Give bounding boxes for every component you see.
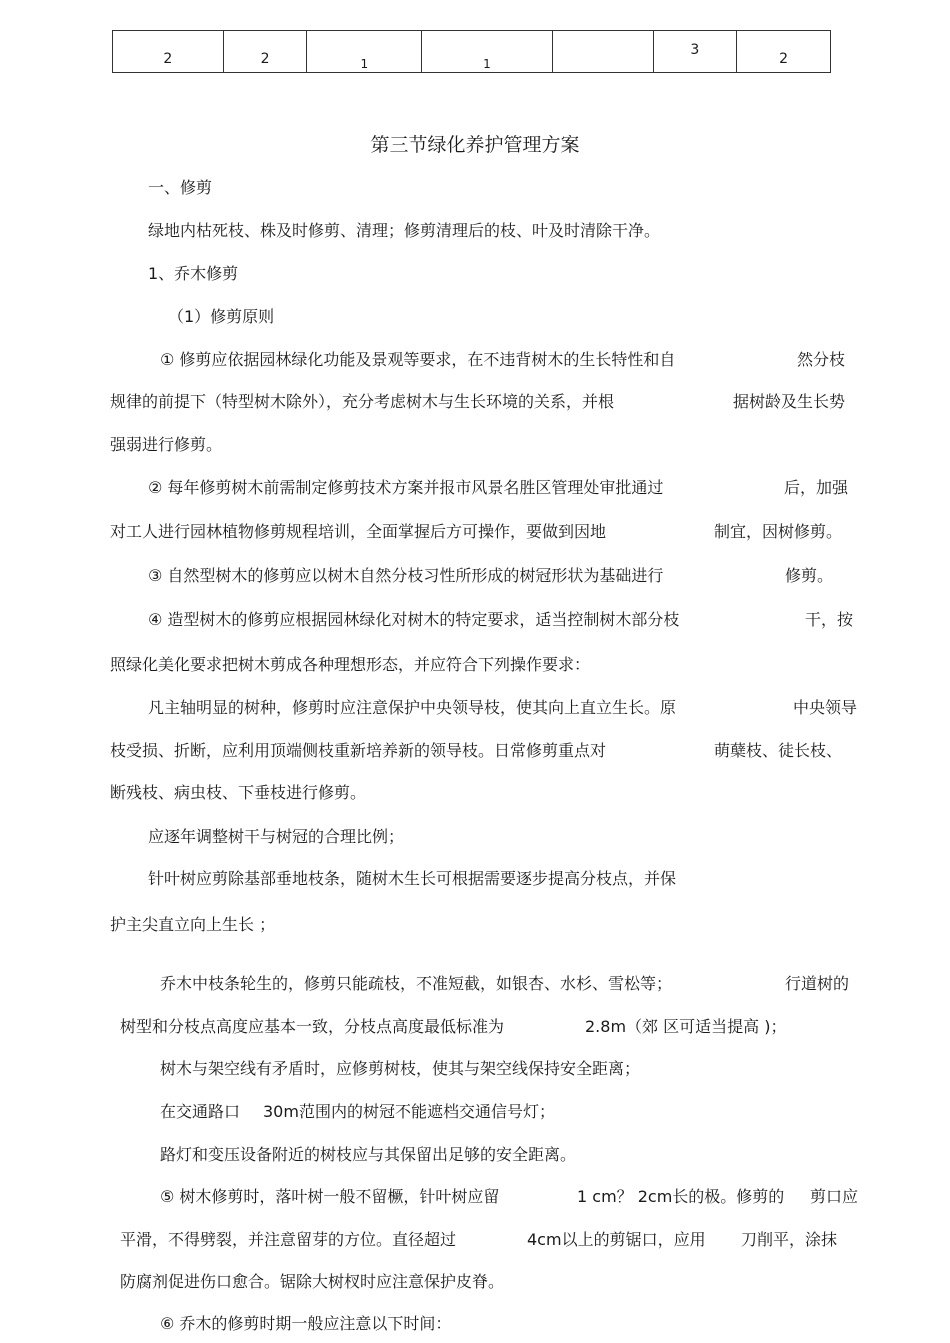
data-table (112, 30, 831, 73)
text-line: 针叶树应剪除基部垂地枝条，随树木生长可根据需要逐步提高分枝点，并保 (148, 869, 677, 888)
text-line: 修剪。 (785, 566, 834, 585)
text-line: ② 每年修剪树木前需制定修剪技术方案并报市风景名胜区管理处审批通过 (148, 478, 664, 497)
table-cell (654, 31, 738, 72)
text-line: ④ 造型树木的修剪应根据园林绿化对树木的特定要求，适当控制树木部分枝 (148, 610, 680, 629)
table-cell-value: 2 (163, 51, 173, 67)
text-line: ③ 自然型树木的修剪应以树木自然分枝习性所形成的树冠形状为基础进行 (148, 566, 664, 585)
text-line: 30m范围内的树冠不能遮档交通信号灯； (263, 1102, 555, 1121)
text-line: 断残枝、病虫枝、下垂枝进行修剪。 (110, 783, 367, 802)
table-cell (737, 31, 830, 72)
text-line: 平滑，不得劈裂，并注意留芽的方位。直径超过 (120, 1230, 457, 1249)
text-line: 照绿化美化要求把树木剪成各种理想形态，并应符合下列操作要求： (110, 655, 591, 674)
table-cell-value: 1 (360, 57, 369, 71)
text-line: 萌蘖枝、徒长枝、 (714, 741, 843, 760)
table-cell-value: 2 (260, 51, 270, 67)
text-line: 树型和分枝点高度应基本一致，分枝点高度最低标准为 (120, 1017, 505, 1036)
text-line: ⑤ 树木修剪时，落叶树一般不留橛，针叶树应留 (160, 1187, 500, 1206)
text-line: 护主尖直立向上生长 ； (110, 915, 276, 934)
text-line: 据树龄及生长势 (733, 392, 846, 411)
text-line: 4cm以上的剪锯口，应用 (527, 1230, 706, 1249)
text-line: 中央领导 (793, 698, 858, 717)
text-line: 枝受损、折断，应利用顶端侧枝重新培养新的领导枝。日常修剪重点对 (110, 741, 607, 760)
paragraph-11: 路灯和变压设备附近的树枝应与其保留出足够的安全距离。 (160, 1145, 577, 1164)
intro-paragraph: 绿地内枯死枝、株及时修剪、清理；修剪清理后的枝、叶及时清除干净。 (148, 221, 661, 240)
text-line: 乔木中枝条轮生的，修剪只能疏枝，不准短截，如银杏、水杉、雪松等； (160, 974, 673, 993)
table-cell (307, 31, 422, 72)
table-cell-value: 2 (779, 51, 789, 67)
text-line: 1 cm？ 2cm长的极。修剪的 (577, 1187, 785, 1206)
paragraph-13: ⑥ 乔木的修剪时期一般应注意以下时间： (160, 1314, 452, 1333)
paragraph-9: 树木与架空线有矛盾时，应修剪树枝，使其与架空线保持安全距离； (160, 1059, 641, 1078)
text-line: 2.8m（郊 区可适当提高 )； (585, 1017, 787, 1036)
text-line: 制宜，因树修剪。 (714, 522, 843, 541)
text-line: 对工人进行园林植物修剪规程培训，全面掌握后方可操作，要做到因地 (110, 522, 607, 541)
paragraph-6: 应逐年调整树干与树冠的合理比例； (148, 827, 405, 846)
section-title: 第三节绿化养护管理方案 (370, 134, 580, 156)
text-line: 防腐剂促进伤口愈合。锯除大树杈时应注意保护皮脊。 (120, 1272, 505, 1291)
table-cell (553, 31, 654, 72)
text-line: 规律的前提下（特型树木除外），充分考虑树木与生长环境的关系，并根 (110, 392, 615, 411)
text-line: 然分枝 (797, 350, 846, 369)
text-line: 干，按 (805, 610, 854, 629)
heading-principles: （1）修剪原则 (168, 307, 275, 326)
text-line: 行道树的 (785, 974, 850, 993)
table-cell-value: 3 (690, 42, 700, 58)
text-line: 刀削平，涂抹 (741, 1230, 838, 1249)
table-cell-value: 1 (483, 57, 491, 71)
heading-pruning: 一、修剪 (148, 178, 213, 197)
text-line: 后，加强 (784, 478, 849, 497)
table-cell (224, 31, 308, 72)
table-cell (422, 31, 553, 72)
table-cell (113, 31, 224, 72)
text-line: 在交通路口 (160, 1102, 241, 1121)
heading-tree-pruning: 1、乔木修剪 (148, 264, 239, 283)
text-line: 凡主轴明显的树种，修剪时应注意保护中央领导枝，使其向上直立生长。原 (148, 698, 677, 717)
text-line: ① 修剪应依据园林绿化功能及景观等要求，在不违背树木的生长特性和自 (160, 350, 676, 369)
text-line: 剪口应 (810, 1187, 859, 1206)
text-line: 强弱进行修剪。 (110, 435, 223, 454)
